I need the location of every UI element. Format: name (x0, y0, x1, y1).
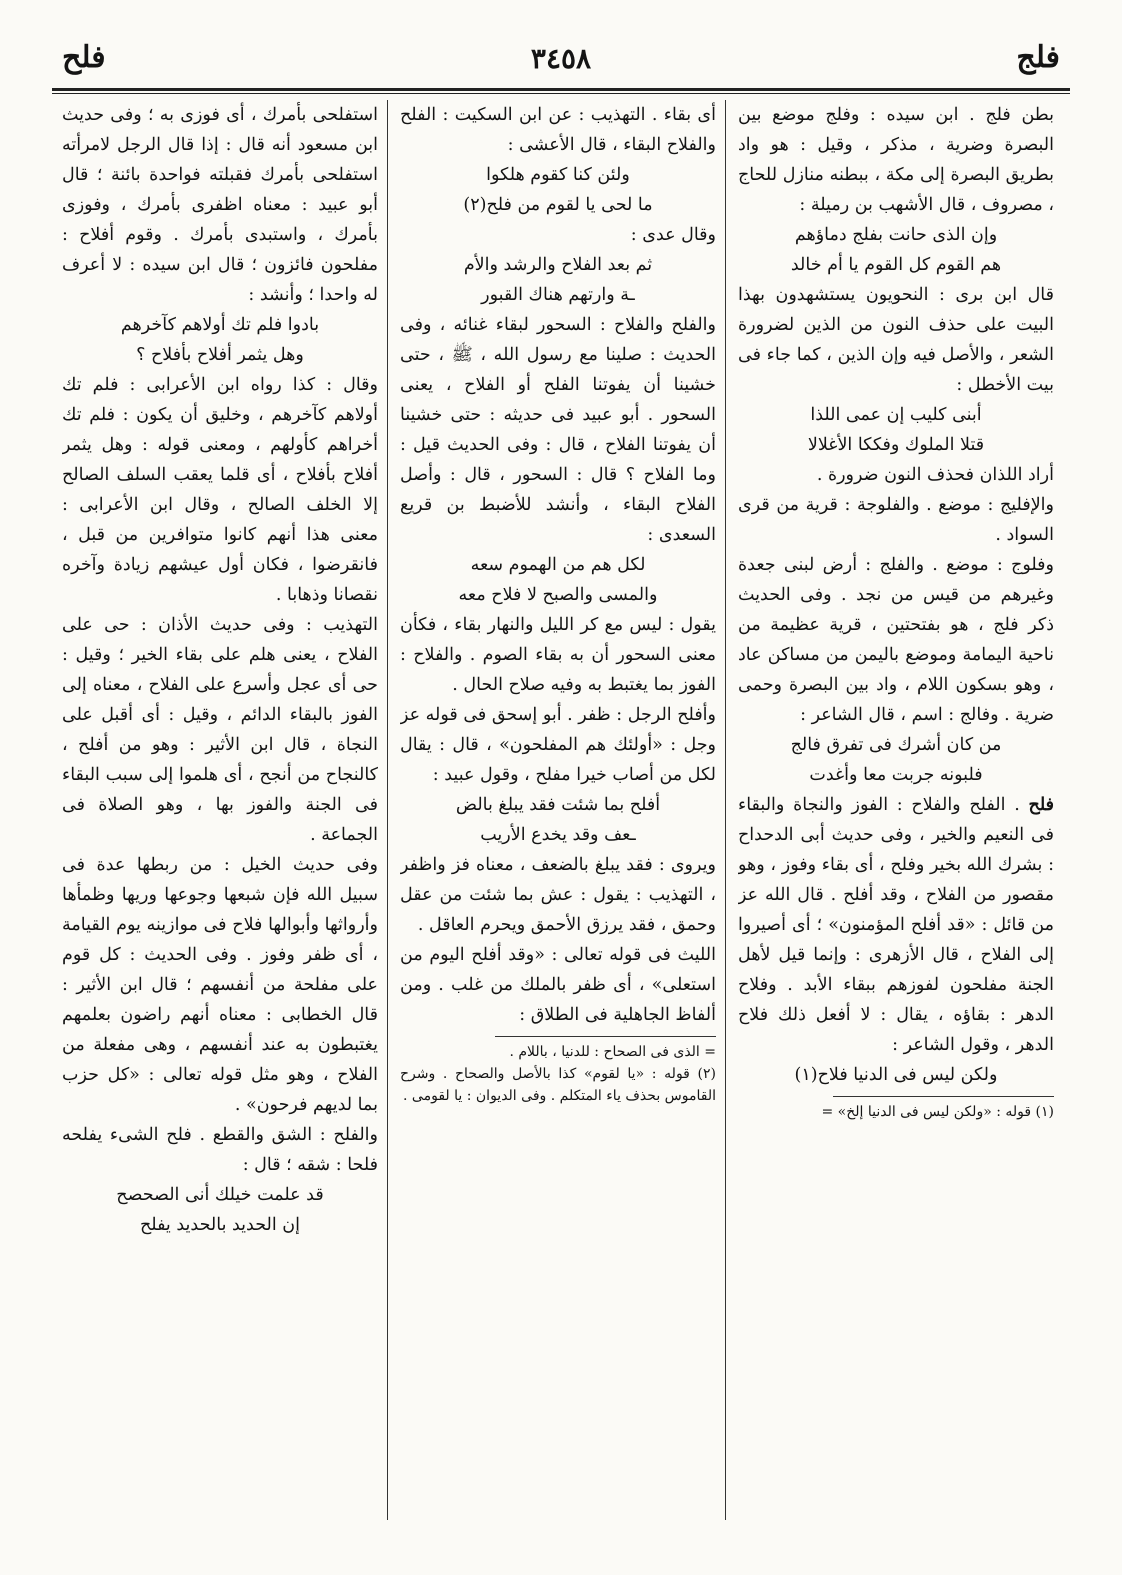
verse-line: قتلا الملوك وفككا الأغلالا (807, 435, 985, 455)
verse-line: من كان أشرك فى تفرق فالج (790, 735, 1002, 755)
paragraph: وفى حديث الخيل : من ربطها عدة فى سبيل الله فإن شبعها وجوعها وريها وظمأها وأرواثها وأبوالها فلاح فى موازينه يوم القيامة ، أى ظفر وفوز . وفى الحديث : كل قوم على مفلحة من أنفسهم ؛ قال ابن الأثير : قال الخطابى : معناه أنهم راضون بعلمهم يغتبطون به عند أنفسهم ، وهى مفعلة من الفلاح ، وهو مثل قوله تعالى : «كل حزب بما لديهم فرحون» . (62, 855, 378, 1115)
column-left (62, 100, 378, 1520)
paragraph: وقال عدى : (630, 225, 716, 245)
verse-line: ولكن ليس فى الدنيا فلاح(١) (794, 1065, 998, 1085)
paragraph: الليث فى قوله تعالى : «وقد أفلح اليوم من استعلى» ، أى ظفر بالملك من غلب . ومن ألفاظ الجاهلية فى الطلاق : (400, 945, 716, 1025)
verse-line: وإن الذى حانت بفلج دماؤهم (794, 225, 998, 245)
paragraph: وفلوج : موضع . والفلج : أرض لبنى جعدة وغيرهم من قيس من نجد . وفى الحديث ذكر فلج ، هو بفتحتين ، قرية عظيمة من ناحية اليمامة وموضع باليمن من مساكن عاد ، وهو بسكون اللام ، واد بين البصرة وحمى ضرية . وفالج : اسم ، قال الشاعر : (738, 555, 1054, 725)
verse-line: فلبونه جربت معا وأغدت (809, 765, 983, 785)
paragraph: وأفلح الرجل : ظفر . أبو إسحق فى قوله عز وجل : «أولئك هم المفلحون» ، قال : يقال لكل من أصاب خيرا مفلح ، وقول عبيد : (400, 705, 716, 785)
paragraph: وقال : كذا رواه ابن الأعرابى : فلم تك أولاهم كآخرهم ، وخليق أن يكون : فلم تك أخراهم كأولهم ، ومعنى قوله : وهل يثمر أفلاح بأفلاح ، أى قلما يعقب السلف الصالح إلا الخلف الصالح ، وقال ابن الأعرابى : معنى هذا أنهم كانوا متوافرين من قبل ، فانقرضوا ، فكان أول عيشهم زيادة وآخره نقصانا وذهابا . (62, 375, 378, 605)
paragraph: بطن فلج . ابن سيده : وفلج موضع بين البصرة وضرية ، مذكر ، وقيل : هو واد بطريق البصرة إلى مكة ، ببطنه منازل للحاج ، مصروف ، قال الأشهب بن رميلة : (738, 105, 1054, 215)
entry-paragraph (738, 790, 1054, 1060)
verse-line: ـعف وقد يخدع الأريب (480, 825, 636, 845)
verse-line: بادوا فلم تك أولاهم كآخرهم (120, 315, 320, 335)
verse-line: وهل يثمر أفلاح بأفلاح ؟ (136, 345, 304, 365)
running-headword-left: فلح (62, 40, 106, 75)
verse-line: ثم بعد الفلاح والرشد والأم (463, 255, 653, 275)
verse-line: ولئن كنا كقوم هلكوا (486, 165, 630, 185)
footnote: = الذى فى الصحاح : للدنيا ، باللام . (509, 1044, 716, 1060)
footnote-rule (833, 1096, 1054, 1097)
footnote: (٢) قوله : «يا لقوم» كذا بالأصل والصحاح . وشرح القاموس بحذف ياء المتكلم . وفى الديوان : يا لقومى . (400, 1066, 716, 1104)
verse-line: والمسى والصبح لا فلاح معه (458, 585, 658, 605)
running-headword-right: فلج (1016, 40, 1060, 75)
entry-headword: فلح (1028, 795, 1054, 815)
entry-text: . الفلح والفلاح : الفوز والنجاة والبقاء فى النعيم والخير ، وفى حديث أبى الدحداح : بشرك الله بخير وفلح ، أى بقاء وفوز ، وهو مقصور من الفلاح ، وقد أفلح . قال الله عز من قائل : «قد أفلح المؤمنون» ؛ أى أصيروا إلى الفلاح ، قال الأزهرى : وإنما قيل لأهل الجنة مفلحون لفوزهم ببقاء الأبد . وفلاح الدهر : بقاؤه ، يقال : لا أفعل ذلك فلاح الدهر ، وقول الشاعر : (738, 795, 1054, 1055)
column-middle (400, 100, 716, 1520)
verse-line: أبنى كليب إن عمى اللذا (810, 405, 982, 425)
verse-line: قد علمت خيلك أنى الصحصح (116, 1185, 324, 1205)
verse-line: إن الحديد بالحديد يفلح (139, 1215, 301, 1235)
verse-line: أفلح بما شئت فقد يبلغ بالض (455, 795, 661, 815)
paragraph: والفلح : الشق والقطع . فلح الشىء يفلحه فلحا : شقه ؛ قال : (62, 1125, 378, 1175)
paragraph: والإفليج : موضع . والفلوجة : قرية من قرى السواد . (738, 495, 1054, 545)
paragraph: يقول : ليس مع كر الليل والنهار بقاء ، فكأن معنى السحور أن به بقاء الصوم . والفلاح : الفوز بما يغتبط به وفيه صلاح الحال . (400, 615, 716, 695)
paragraph: أى بقاء . التهذيب : عن ابن السكيت : الفلح والفلاح البقاء ، قال الأعشى : (400, 105, 716, 155)
paragraph: التهذيب : وفى حديث الأذان : حى على الفلاح ، يعنى هلم على بقاء الخير ؛ وقيل : حى أى عجل وأسرع على الفلاح ، معناه إلى الفوز بالبقاء الدائم ، وقيل : أى أقبل على النجاة ، قال ابن الأثير : وهو من أفلح ، كالنجاح من أنجح ، أى هلموا إلى سبب البقاء فى الجنة والفوز بها ، وهو الصلاة فى الجماعة . (62, 615, 378, 845)
paragraph: قال ابن برى : النحويون يستشهدون بهذا البيت على حذف النون من الذين لضرورة الشعر ، والأصل فيه وإن الذين ، كما جاء فى بيت الأخطل : (738, 285, 1054, 395)
paragraph: والفلح والفلاح : السحور لبقاء غنائه ، وفى الحديث : صلينا مع رسول الله ، ﷺ ، حتى خشينا أن يفوتنا الفلح أو الفلاح ، يعنى السحور . أبو عبيد فى حديثه : حتى خشينا أن يفوتنا الفلاح ، قال : وفى الحديث قيل : وما الفلاح ؟ قال : السحور ، قال : وأصل الفلاح البقاء ، وأنشد للأضبط بن قريع السعدى : (400, 315, 716, 545)
paragraph: ويروى : فقد يبلغ بالضعف ، معناه فز واظفر ، التهذيب : يقول : عش بما شئت من عقل وحمق ، فقد يرزق الأحمق ويحرم العاقل . (400, 855, 716, 935)
paragraph: أراد اللذان فحذف النون ضرورة . (816, 465, 1054, 485)
column-right (738, 100, 1054, 1520)
header-rule (52, 88, 1070, 91)
page-header (52, 40, 1070, 80)
column-divider (725, 100, 726, 1520)
footnote: (١) قوله : «ولكن ليس فى الدنيا إلخ» = (821, 1104, 1054, 1120)
verse-line: لكل هم من الهموم سعه (470, 555, 646, 575)
verse-line: هم القوم كل القوم يا أم خالد (790, 255, 1002, 275)
column-divider (387, 100, 388, 1520)
header-rule-thin (52, 93, 1070, 94)
verse-line: ما لحى يا لقوم من فلح(٢) (463, 195, 653, 215)
page-number: ٣٤٥٨ (530, 42, 592, 75)
paragraph: استفلحى بأمرك ، أى فوزى به ؛ وفى حديث ابن مسعود أنه قال : إذا قال الرجل لامرأته استفلحى بأمرك فقبلته فواحدة بائنة ؛ قال أبو عبيد : معناه اظفرى بأمرك ، وفوزى بأمرك ، واستبدى بأمرك . وقوم أفلاح : مفلحون فائزون ؛ قال ابن سيده : لا أعرف له واحدا ؛ وأنشد : (62, 105, 378, 305)
footnote-rule (495, 1036, 716, 1037)
verse-line: ـة وارتهم هناك القبور (481, 285, 635, 305)
